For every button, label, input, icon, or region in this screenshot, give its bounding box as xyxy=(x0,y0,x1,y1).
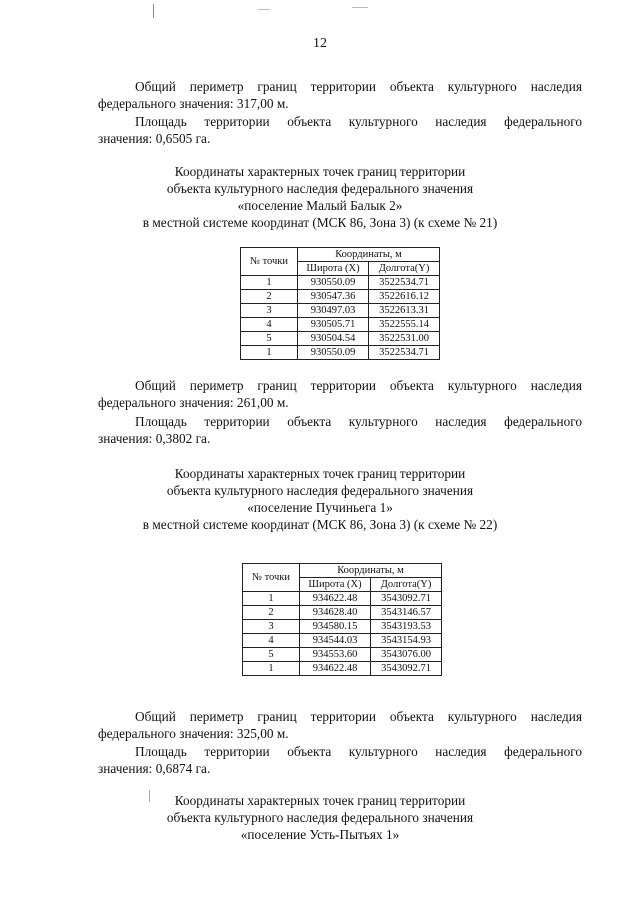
perimeter-line-1: Общий периметр границ территории объекта культурного наследия xyxy=(135,79,582,94)
x-cell: 934622.48 xyxy=(300,592,371,606)
column-header-point: № точки xyxy=(243,564,300,592)
point-cell: 3 xyxy=(243,620,300,634)
heading-line: Координаты характерных точек границ территории xyxy=(174,164,466,179)
area-line-2: значения: 0,6505 га. xyxy=(98,131,211,146)
column-header-point: № точки xyxy=(241,248,298,276)
y-cell: 3522531.00 xyxy=(369,332,440,346)
column-header-y: Долгота(Y) xyxy=(369,262,440,276)
perimeter-paragraph xyxy=(98,377,582,411)
table-row xyxy=(241,304,440,318)
heading-line: объекта культурного наследия федерального значения xyxy=(166,181,474,196)
perimeter-paragraph xyxy=(98,78,582,112)
table-row xyxy=(243,634,442,648)
table-row xyxy=(243,662,442,676)
y-cell: 3522534.71 xyxy=(369,346,440,360)
point-cell: 4 xyxy=(241,318,298,332)
x-cell: 930547.36 xyxy=(298,290,369,304)
y-cell: 3522534.71 xyxy=(369,276,440,290)
perimeter-line-1: Общий периметр границ территории объекта культурного наследия xyxy=(135,709,582,724)
point-cell: 1 xyxy=(243,662,300,676)
table-row xyxy=(241,276,440,290)
y-cell: 3543092.71 xyxy=(371,662,442,676)
perimeter-line-2: федерального значения: 325,00 м. xyxy=(98,726,289,741)
heading-line: в местной системе координат (МСК 86, Зона 3) (к схеме № 21) xyxy=(142,215,498,230)
scan-mark xyxy=(352,7,368,8)
point-cell: 1 xyxy=(241,276,298,290)
area-paragraph xyxy=(98,743,582,777)
point-cell: 2 xyxy=(243,606,300,620)
scan-mark xyxy=(258,9,270,10)
perimeter-line-2: федерального значения: 261,00 м. xyxy=(98,395,289,410)
point-cell: 5 xyxy=(241,332,298,346)
table-row xyxy=(243,606,442,620)
column-header-coordinates: Координаты, м xyxy=(300,564,442,578)
scan-mark xyxy=(153,4,154,18)
area-line-2: значения: 0,3802 га. xyxy=(98,431,211,446)
point-cell: 1 xyxy=(243,592,300,606)
coordinates-heading xyxy=(0,792,640,843)
table-row xyxy=(241,332,440,346)
point-cell: 2 xyxy=(241,290,298,304)
area-paragraph xyxy=(98,413,582,447)
heading-line: «поселение Пучиньега 1» xyxy=(247,500,393,515)
y-cell: 3543193.53 xyxy=(371,620,442,634)
area-paragraph xyxy=(98,113,582,147)
table-row xyxy=(241,318,440,332)
y-cell: 3543076.00 xyxy=(371,648,442,662)
area-line-1: Площадь территории объекта культурного наследия федерального xyxy=(135,744,582,759)
point-cell: 3 xyxy=(241,304,298,318)
point-cell: 5 xyxy=(243,648,300,662)
heading-line: в местной системе координат (МСК 86, Зона 3) (к схеме № 22) xyxy=(142,517,498,532)
heading-line: Координаты характерных точек границ территории xyxy=(174,466,466,481)
scan-mark xyxy=(149,790,150,802)
point-cell: 1 xyxy=(241,346,298,360)
point-cell: 4 xyxy=(243,634,300,648)
table-row xyxy=(241,290,440,304)
table-row xyxy=(243,648,442,662)
page-number: 12 xyxy=(313,36,327,51)
heading-line: Координаты характерных точек границ территории xyxy=(174,793,466,808)
y-cell: 3522555.14 xyxy=(369,318,440,332)
column-header-x: Широта (X) xyxy=(300,578,371,592)
table-row xyxy=(243,592,442,606)
perimeter-line-1: Общий периметр границ территории объекта культурного наследия xyxy=(135,378,582,393)
x-cell: 934553.60 xyxy=(300,648,371,662)
perimeter-line-2: федерального значения: 317,00 м. xyxy=(98,96,289,111)
table-row xyxy=(241,346,440,360)
area-line-1: Площадь территории объекта культурного наследия федерального xyxy=(135,114,582,129)
x-cell: 930550.09 xyxy=(298,276,369,290)
x-cell: 930550.09 xyxy=(298,346,369,360)
y-cell: 3543146.57 xyxy=(371,606,442,620)
x-cell: 934628.40 xyxy=(300,606,371,620)
table-row xyxy=(243,620,442,634)
perimeter-paragraph xyxy=(98,708,582,742)
heading-line: объекта культурного наследия федерального значения xyxy=(166,483,474,498)
coordinates-heading xyxy=(0,465,640,533)
coordinates-heading xyxy=(0,163,640,231)
heading-line: объекта культурного наследия федерального значения xyxy=(166,810,474,825)
heading-line: «поселение Усть-Пытьях 1» xyxy=(240,827,400,842)
x-cell: 934580.15 xyxy=(300,620,371,634)
area-line-2: значения: 0,6874 га. xyxy=(98,761,211,776)
x-cell: 934622.48 xyxy=(300,662,371,676)
area-line-1: Площадь территории объекта культурного наследия федерального xyxy=(135,414,582,429)
heading-line: «поселение Малый Балык 2» xyxy=(237,198,403,213)
x-cell: 930504.54 xyxy=(298,332,369,346)
y-cell: 3522613.31 xyxy=(369,304,440,318)
x-cell: 930497.03 xyxy=(298,304,369,318)
y-cell: 3522616.12 xyxy=(369,290,440,304)
y-cell: 3543154.93 xyxy=(371,634,442,648)
x-cell: 930505.71 xyxy=(298,318,369,332)
coordinates-table xyxy=(242,563,442,676)
x-cell: 934544.03 xyxy=(300,634,371,648)
column-header-x: Широта (X) xyxy=(298,262,369,276)
column-header-y: Долгота(Y) xyxy=(371,578,442,592)
column-header-coordinates: Координаты, м xyxy=(298,248,440,262)
y-cell: 3543092.71 xyxy=(371,592,442,606)
coordinates-table xyxy=(240,247,440,360)
